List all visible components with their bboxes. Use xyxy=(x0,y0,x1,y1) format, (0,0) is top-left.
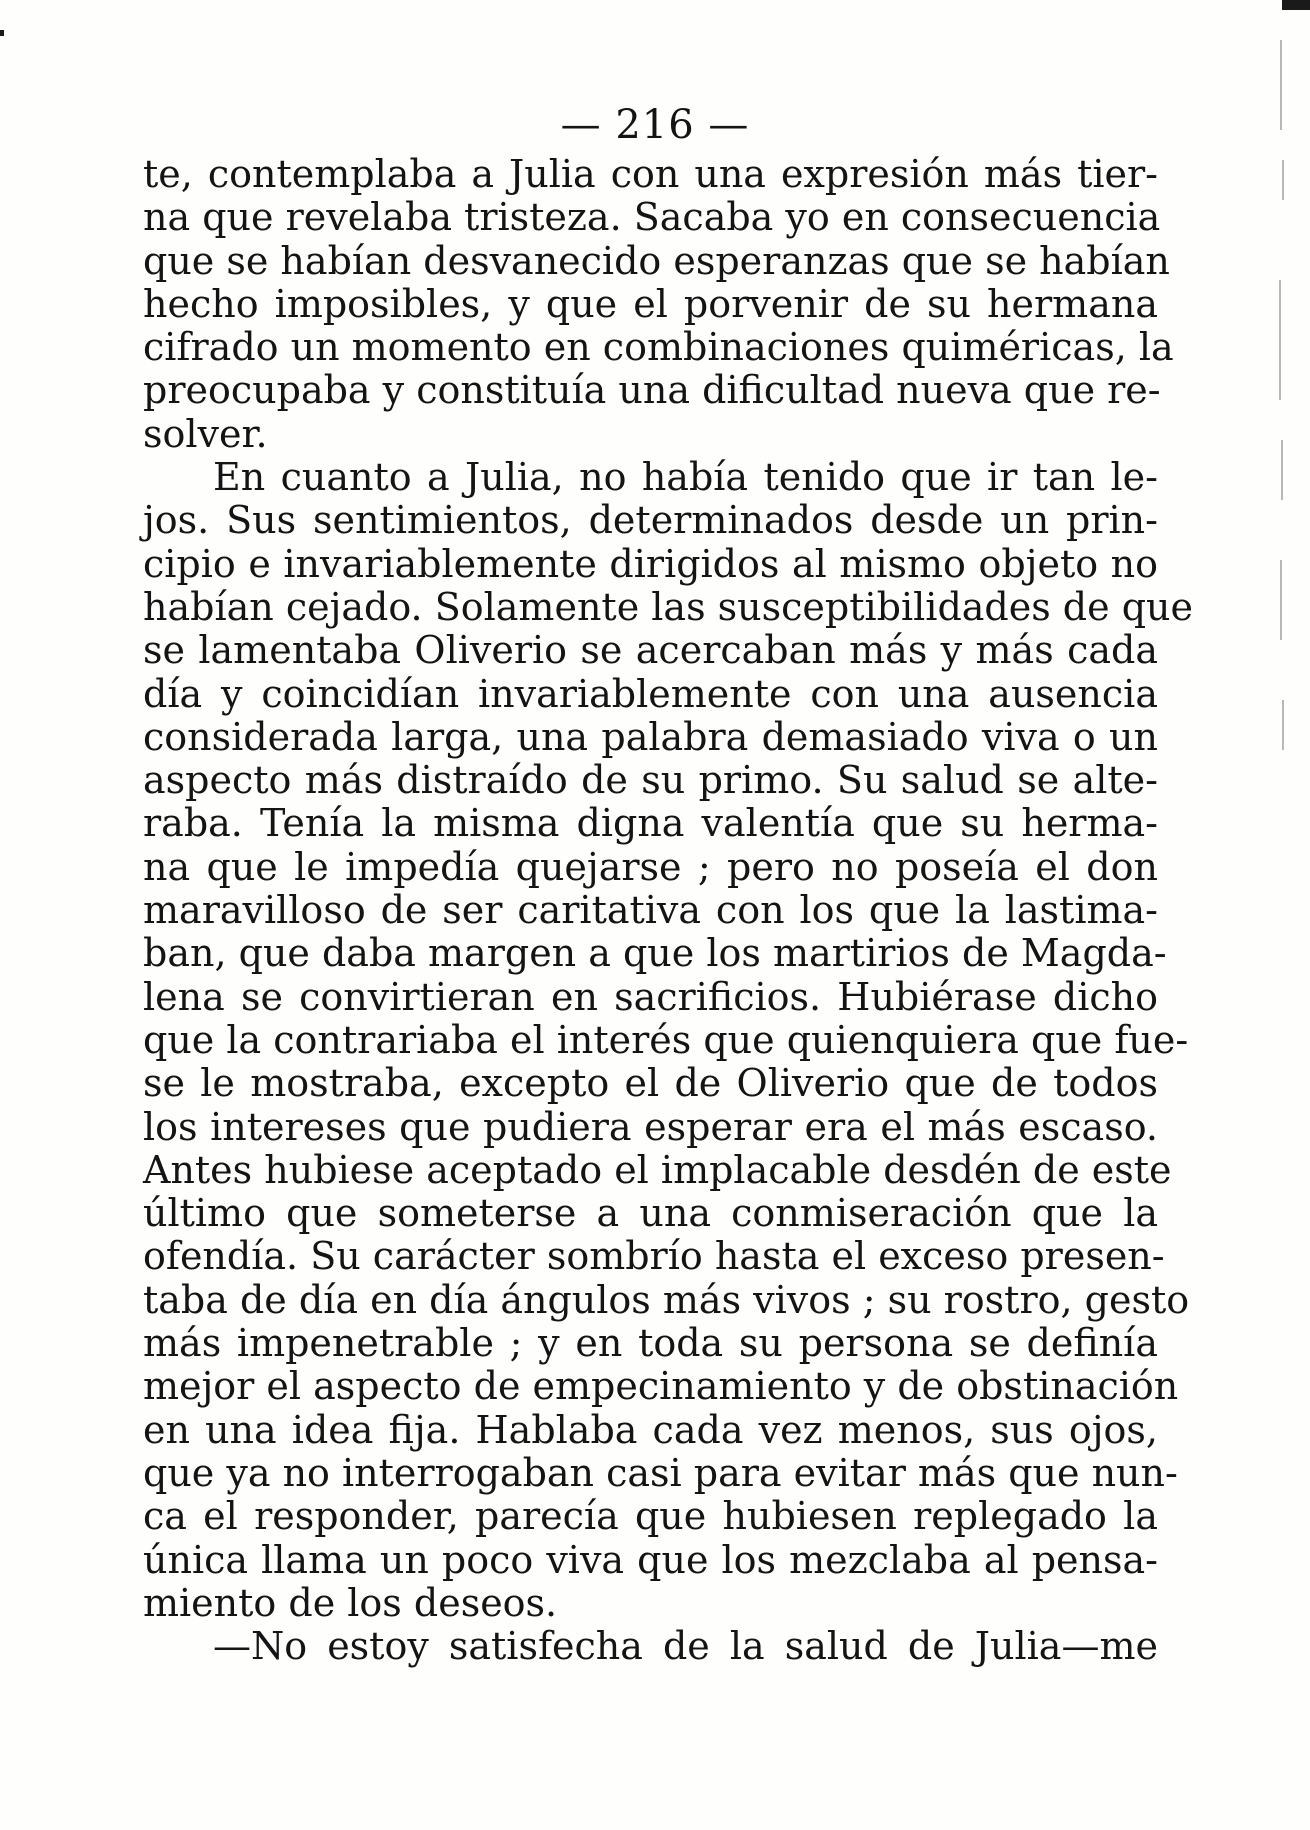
scan-corner-tick xyxy=(0,30,4,36)
text-line: cifrado un momento en combinaciones quiméricas, la xyxy=(143,325,1174,370)
text-line: solver. xyxy=(143,411,268,456)
text-line: los intereses que pudiera esperar era el más escaso. xyxy=(143,1104,1158,1149)
scan-edge-noise xyxy=(1270,0,1310,1830)
text-line: habían cejado. Solamente las susceptibilidades de que xyxy=(143,584,1193,629)
text-line: último que someterse a una conmiseración que la xyxy=(143,1191,1158,1236)
text-line: En cuanto a Julia, no había tenido que ir tan le- xyxy=(213,455,1158,500)
text-line: raba. Tenía la misma digna valentía que su herma- xyxy=(143,801,1158,846)
text-line: ca el responder, parecía que hubiesen replegado la xyxy=(143,1494,1158,1539)
text-line: más impenetrable ; y en toda su persona se definía xyxy=(143,1321,1158,1366)
text-line: miento de los deseos. xyxy=(143,1580,558,1625)
text-line: Antes hubiese aceptado el implacable desdén de este xyxy=(143,1147,1172,1192)
text-line: preocupaba y constituía una dificultad nueva que re- xyxy=(143,368,1161,413)
text-line: única llama un poco viva que los mezclaba al pensa- xyxy=(143,1537,1158,1582)
text-line: en una idea fija. Hablaba cada vez menos, sus ojos, xyxy=(143,1407,1158,1452)
text-line: mejor el aspecto de empecinamiento y de obstinación xyxy=(143,1364,1179,1409)
text-line: día y coincidían invariablemente con una ausencia xyxy=(143,671,1158,716)
text-line: que se habían desvanecido esperanzas que se habían xyxy=(143,238,1170,283)
text-line: aspecto más distraído de su primo. Su salud se alte- xyxy=(143,758,1158,803)
text-line: ban, que daba margen a que los martirios de Magda- xyxy=(143,931,1167,976)
text-line: na que revelaba tristeza. Sacaba yo en consecuencia xyxy=(143,195,1161,240)
text-line: cipio e invariablemente dirigidos al mismo objeto no xyxy=(143,541,1158,586)
text-line: jos. Sus sentimientos, determinados desde un prin- xyxy=(143,498,1158,543)
text-line: taba de día en día ángulos más vivos ; su rostro, gesto xyxy=(143,1277,1190,1322)
text-line: hecho imposibles, y que el porvenir de su hermana xyxy=(143,281,1158,326)
text-line: se le mostraba, excepto el de Oliverio que de todos xyxy=(143,1061,1158,1106)
text-line: te, contemplaba a Julia con una expresión más tier- xyxy=(143,152,1158,196)
text-line: maravilloso de ser caritativa con los que la lastima- xyxy=(143,888,1158,933)
text-line: lena se convirtieran en sacrificios. Hubiérase dicho xyxy=(143,974,1158,1019)
text-line: considerada larga, una palabra demasiado viva o un xyxy=(143,714,1158,759)
text-line: ofendía. Su carácter sombrío hasta el exceso presen- xyxy=(143,1234,1165,1279)
body-text xyxy=(143,152,1193,1669)
text-line: que la contrariaba el interés que quienquiera que fue- xyxy=(143,1017,1189,1062)
text-line: que ya no interrogaban casi para evitar más que nun- xyxy=(143,1450,1178,1495)
text-line: —No estoy satisfecha de la salud de Julia—me xyxy=(213,1624,1158,1669)
page-number: — 216 — xyxy=(560,102,750,148)
text-line: se lamentaba Oliverio se acercaban más y más cada xyxy=(143,628,1158,673)
text-line: na que le impedía quejarse ; pero no poseía el don xyxy=(143,844,1158,889)
